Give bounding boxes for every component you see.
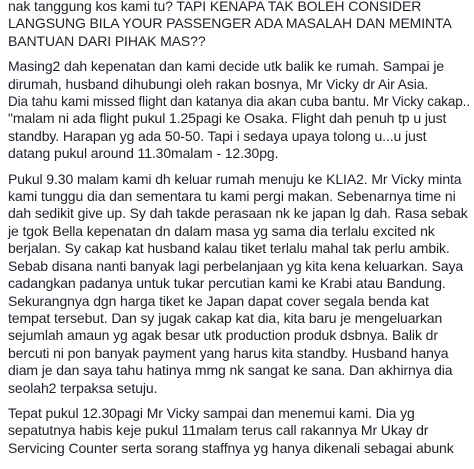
text-line: dirumah, husband dihubungi oleh rakan bosnya, Mr Vicky dr Air Asia. bbox=[8, 75, 429, 92]
text-line: tempat tersebut. Dan sy jugak cakap kat dia, kita baru je mengeluarkan bbox=[8, 309, 443, 326]
text-line: berjalan. Sy cakap kat husband kalau tiket terlalu mahal tak perlu ambik. bbox=[8, 240, 450, 257]
text-line: cadangkan padanya untuk tukar percutian kami ke Krabi atau Bandung. bbox=[8, 275, 446, 292]
text-line: Servicing Counter serta sorang staffnya yg hanya dikenali sebagai abunk bbox=[8, 439, 454, 456]
text-line: datang pukul around 11.30malam - 12.30pg. bbox=[8, 145, 279, 162]
paragraph-1 bbox=[8, 0, 470, 50]
text-line: Dia tahu kami missed flight dan katanya dia akan cuba bantu. Mr Vicky cakap.. bbox=[8, 93, 470, 110]
text-line: seolah2 terpaksa setuju. bbox=[8, 379, 158, 396]
text-line: LANGSUNG BILA YOUR PASSENGER ADA MASALAH DAN MEMINTA bbox=[8, 15, 452, 32]
text-line: sejumlah amaun yg agak besar utk production produk dsbnya. Balik dr bbox=[8, 327, 438, 344]
text-line: "malam ni ada flight pukul 1.25pagi ke Osaka. Flight dah penuh tp u just bbox=[8, 110, 447, 127]
text-line: Pukul 9.30 malam kami dh keluar rumah menuju ke KLIA2. Mr Vicky minta bbox=[8, 170, 462, 187]
text-line: diam je dan saya tahu hatinya mmg nk sangat ke sana. Dan akhirnya dia bbox=[8, 362, 453, 379]
text-line: standby. Harapan yg ada 50-50. Tapi i sedaya upaya tolong u...u just bbox=[8, 127, 427, 144]
text-line: Tepat pukul 12.30pagi Mr Vicky sampai dan menemui kami. Dia yg bbox=[8, 404, 415, 421]
text-line: Sebab disana nanti banyak lagi perbelanjaan yg kita kena keluarkan. Saya bbox=[8, 257, 464, 274]
text-line: Masing2 dah kepenatan dan kami decide utk balik ke rumah. Sampai je bbox=[8, 58, 445, 75]
paragraph-4 bbox=[8, 405, 470, 457]
text-line: sepatutnya habis keje pukul 11malam terus call rakannya Mr Ukay dr bbox=[8, 422, 429, 439]
text-line: je tgok Bella kepenatan dn dalam masa yg sama dia terlalu excited nk bbox=[8, 222, 435, 239]
text-line: nak tanggung kos kami tu? TAPI KENAPA TAK BOLEH CONSIDER bbox=[8, 0, 422, 14]
paragraph-2 bbox=[8, 58, 470, 162]
text-line: BANTUAN DARI PIHAK MAS?? bbox=[8, 32, 206, 49]
text-line: Sekurangnya dgn harga tiket ke Japan dapat cover segala benda kat bbox=[8, 292, 429, 309]
text-line: bercuti ni pon banyak payment yang harus kita standby. Husband hanya bbox=[8, 344, 449, 361]
paragraph-3 bbox=[8, 171, 470, 397]
text-line: kami tunggu dia dan sementara tu kami pergi makan. Sebenarnya time ni bbox=[8, 188, 456, 205]
text-line: dah sedikit give up. Sy dah takde perasaan nk ke japan lg dah. Rasa sebak bbox=[8, 205, 468, 222]
